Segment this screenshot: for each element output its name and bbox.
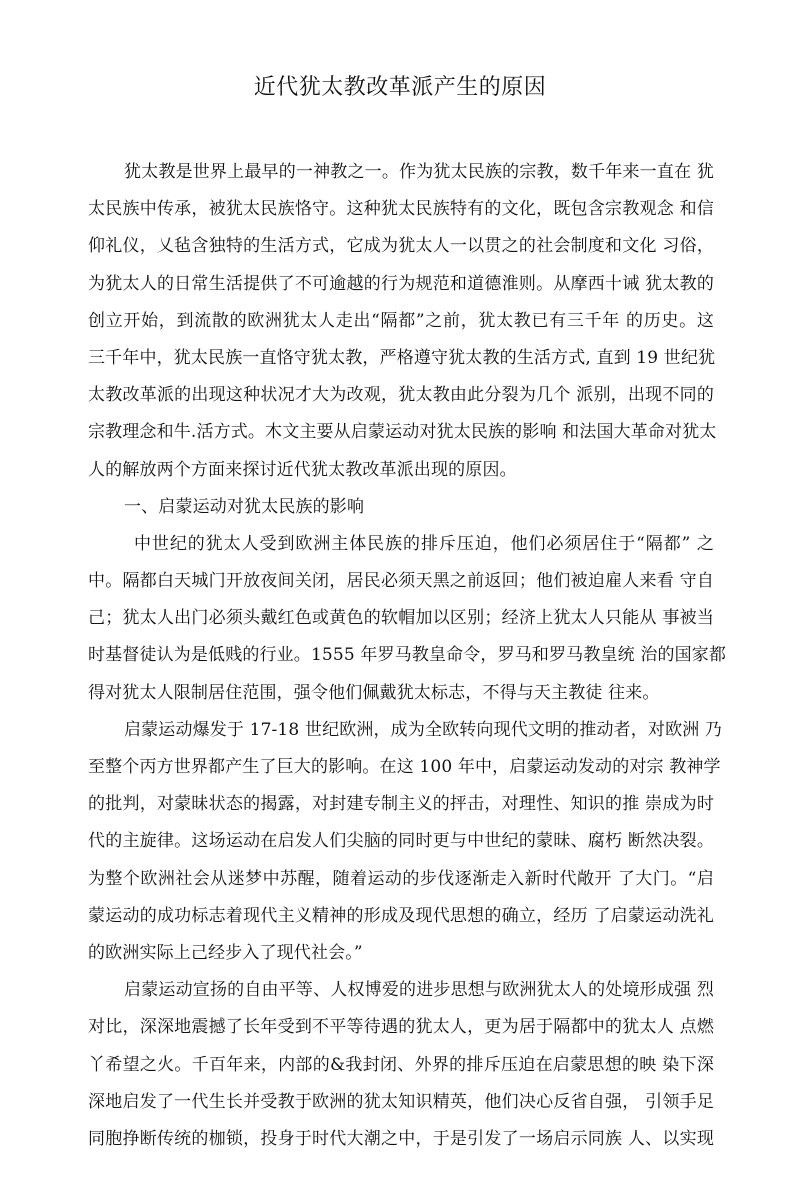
text-line: 对比，深深地震撼了长年受到不平等待遇的犹太人，更为居于隔都中的犹太人 点燃	[88, 1017, 714, 1038]
document-title: 近代犹太教改革派产生的原因	[253, 75, 547, 100]
text-line: 人的解放两个方面来探讨近代犹太教改革派出现的原因。	[88, 459, 517, 480]
text-line: 代的主旋律。这场运动在启发人们尖脑的同时更与中世纪的蒙昧、腐朽 断然决裂。	[88, 831, 714, 852]
text-line: 得对犹太人限制居住范围，强令他们佩戴犹太标志，不得与天主教徒 往来。	[88, 682, 660, 703]
text-line: 三千年中，犹太民族一直恪守犹太教，严格遵守犹太教的生活方式, 直到 19 世纪犹	[88, 347, 716, 368]
text-line: 深地启发了一代生长并受教于欧洲的犹太知识精英，他们决心反省自强， 引领手足	[88, 1091, 714, 1112]
text-line: 同胞挣断传统的枷锁，投身于时代大潮之中，于是引发了一场启示同族 人、以实现	[88, 1128, 714, 1149]
text-line: 己；犹太人出门必须头戴红色或黄色的软帽加以区别；经济上犹太人只能从 事被当	[88, 608, 714, 629]
text-line: 仰礼仪，乂毡含独特的生活方式，它成为犹太人一以贯之的社会制度和文化 习俗，	[88, 236, 714, 257]
text-line: 太民族中传承，被犹太民族恪守。这种犹太民族特有的文化，既包含宗教观念 和信	[88, 199, 714, 220]
text-line: 宗教理念和牛.活方式。木文主要从启蒙运动对犹太民族的影响 和法国大革命对犹太	[88, 422, 717, 443]
text-line: 至整个丙方世界都产生了巨大的影响。在这 100 年中，启蒙运动发动的对宗 教神学	[88, 757, 721, 777]
text-line: 为犹太人的日常生活提供了不可逾越的行为规范和道德淮则。从摩西十诫 犹太教的	[88, 273, 714, 294]
text-line: 为整个欧洲社会从迷梦中苏醒，随着运动的步伐逐渐走入新时代敞开 了大门。“启	[88, 868, 714, 889]
text-line: 中世纪的犹太人受到欧洲主体民族的排斥压迫，他们必须居住于“隔都” 之	[134, 533, 714, 554]
text-line: 启蒙运动宣扬的自由平等、人权博爱的进步思想与欧洲犹太人的处境形成强 烈	[124, 980, 714, 1001]
section-heading: 一、启蒙运动对犹太民族的影响	[124, 496, 365, 517]
text-line: 启蒙运动爆发于 17-18 世纪欧洲，成为全欧转向现代文明的推动者，对欧洲 乃	[124, 719, 723, 740]
text-line: 蒙运动的成功标志着现代主义精神的形成及现代思想的确立，经历 了启蒙运动洗礼	[88, 905, 714, 926]
document-body	[88, 154, 727, 1158]
text-line: 犹太教是世界上最早的一神教之一。作为犹太民族的宗教，数千年来一直在 犹	[124, 162, 714, 182]
text-line: 的欧洲实际上己经步入了现代社会。”	[88, 942, 363, 963]
text-line: 丫希望之火。千百年来，内部的&我封闭、外界的排斥压迫在启蒙思想的映 染下深	[88, 1054, 714, 1075]
text-line: 时基督徒认为是低贱的行业。1555 年罗马教皇命令，罗马和罗马教皇统 治的国家都	[88, 645, 727, 666]
text-line: 的批判，对蒙昧状态的揭露，对封建专制主义的抨击，对理性、知识的推 崇成为时	[88, 794, 714, 815]
text-line: 创立开始，到流散的欧洲犹太人走出“隔都”之前，犹太教已有三千年 的历史。这	[88, 310, 714, 331]
text-line: 太教改革派的出现这种状况才大为改观，犹太教由此分裂为几个 派别，出现不同的	[88, 385, 714, 406]
text-line: 中。隔都白天城门开放夜间关闭，居民必须天黑之前返回；他们被迫雇人来看 守自	[88, 571, 714, 592]
